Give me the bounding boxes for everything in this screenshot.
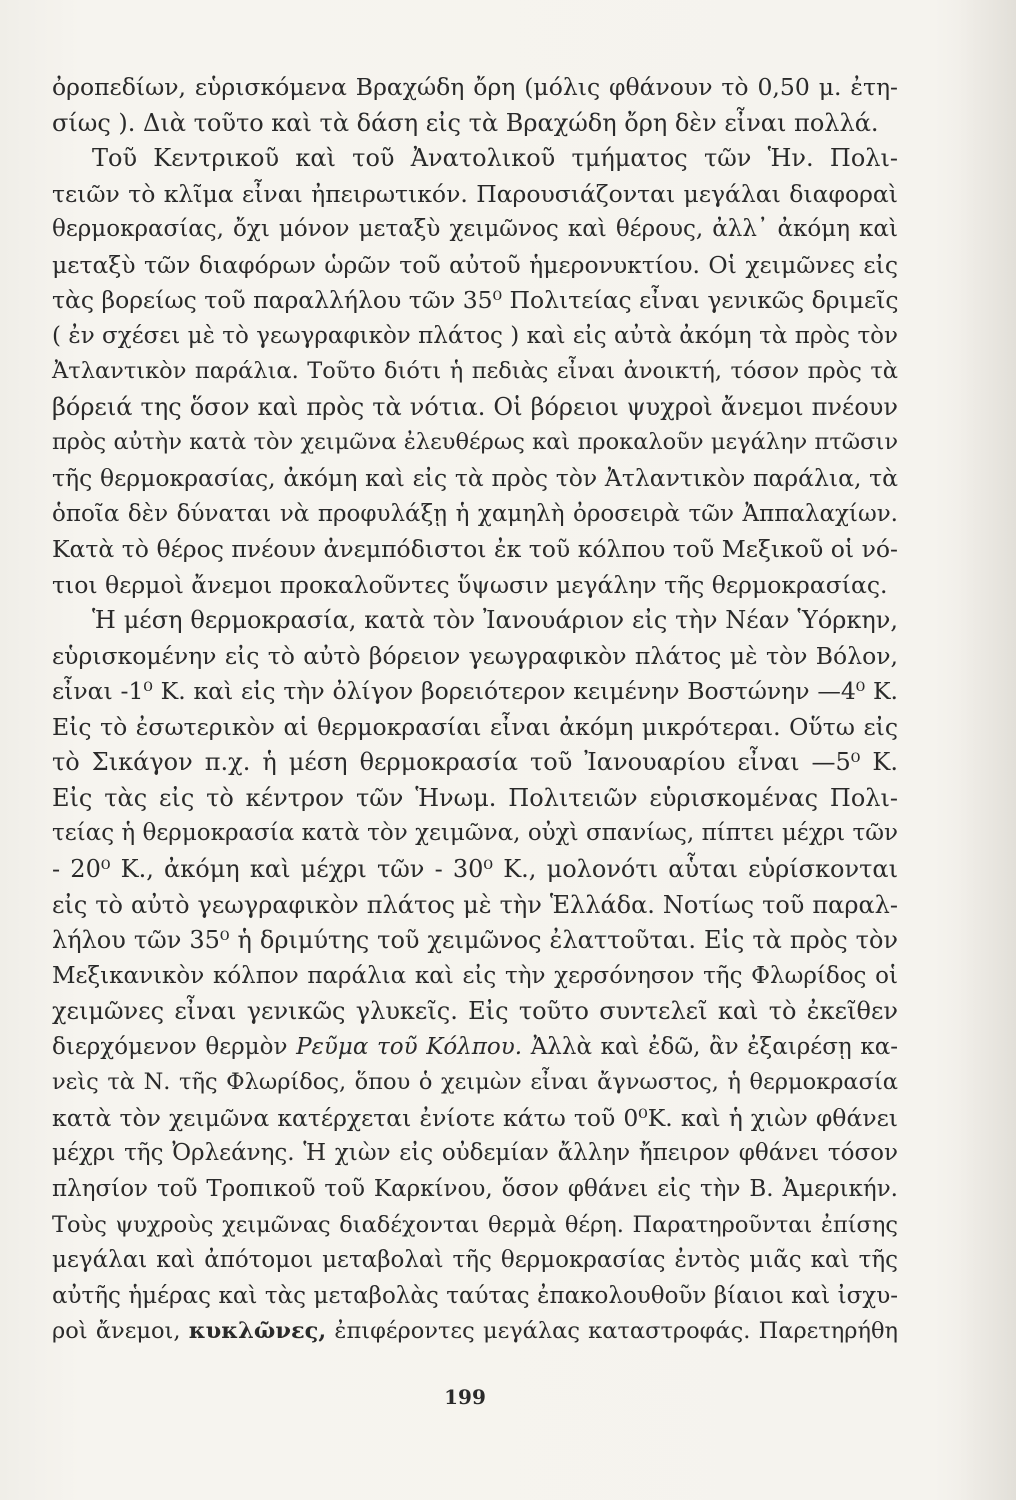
text-line: βόρειά της ὅσον καὶ πρὸς τὰ νότια. Οἱ βόρειοι ψυχροὶ ἄνεμοι πνέουν bbox=[52, 392, 898, 421]
text-line: τὸ Σικάγον π.χ. ἡ μέση θερμοκρασία τοῦ Ἰανουαρίου εἶναι —5⁰ Κ. bbox=[52, 748, 898, 777]
body-text bbox=[52, 70, 898, 1350]
text-line: εἰς τὸ αὐτὸ γεωγραφικὸν πλάτος μὲ τὴν Ἑλλάδα. Νοτίως τοῦ παραλ- bbox=[52, 890, 898, 919]
text-line: Εἰς τὸ ἐσωτερικὸν αἱ θερμοκρασίαι εἶναι ἀκόμη μικρότεραι. Οὕτω εἰς bbox=[52, 712, 898, 741]
text-line: αὐτῆς ἡμέρας καὶ τὰς μεταβολὰς ταύτας ἐπακολουθοῦν βίαιοι καὶ ἰσχυ- bbox=[52, 1282, 898, 1309]
text-line: Τοὺς ψυχροὺς χειμῶνας διαδέχονται θερμὰ θέρη. Παρατηροῦνται ἐπίσης bbox=[52, 1211, 898, 1238]
page-edge-shadow bbox=[956, 0, 1016, 1500]
text-line: ὁποῖα δὲν δύναται νὰ προφυλάξῃ ἡ χαμηλὴ ὀροσειρὰ τῶν Ἀππαλαχίων. bbox=[52, 500, 898, 527]
text-line: εἶναι -1⁰ Κ. καὶ εἰς τὴν ὀλίγον βορειότερον κειμένην Βοστώνην —4⁰ Κ. bbox=[52, 677, 898, 706]
text-line: εὑρισκομένην εἰς τὸ αὐτὸ βόρειον γεωγραφικὸν πλάτος μὲ τὸν Βόλον, bbox=[52, 641, 898, 670]
text-line: μέχρι τῆς Ὀρλεάνης. Ἡ χιὼν εἰς οὐδεμίαν ἄλλην ἤπειρον φθάνει τόσον bbox=[52, 1140, 898, 1167]
text-line: - 20⁰ Κ., ἀκόμη καὶ μέχρι τῶν - 30⁰ Κ., μολονότι αὗται εὑρίσκονται bbox=[52, 855, 898, 884]
text-line: ( ἐν σχέσει μὲ τὸ γεωγραφικὸν πλάτος ) καὶ εἰς αὐτὰ ἀκόμη τὰ πρὸς τὸν bbox=[52, 322, 898, 349]
text-line: πλησίον τοῦ Τροπικοῦ τοῦ Καρκίνου, ὅσον φθάνει εἰς τὴν Β. Ἀμερικήν. bbox=[52, 1175, 898, 1202]
text-line: νεὶς τὰ Ν. τῆς Φλωρίδος, ὅπου ὁ χειμὼν εἶναι ἄγνωστος, ἡ θερμοκρασία bbox=[52, 1069, 898, 1096]
text-line: θερμοκρασίας, ὄχι μόνον μεταξὺ χειμῶνος καὶ θέρους, ἀλλ᾽ ἀκόμη καὶ bbox=[52, 216, 898, 243]
page-number: 199 bbox=[444, 1385, 486, 1409]
text-line: μεγάλαι καὶ ἀπότομοι μεταβολαὶ τῆς θερμοκρασίας ἐντὸς μιᾶς καὶ τῆς bbox=[52, 1247, 898, 1274]
text-line: λήλου τῶν 35⁰ ἡ δριμύτης τοῦ χειμῶνος ἐλαττοῦται. Εἰς τὰ πρὸς τὸν bbox=[52, 926, 898, 955]
text-line: πρὸς αὐτὴν κατὰ τὸν χειμῶνα ἐλευθέρως καὶ προκαλοῦν μεγάλην πτῶσιν bbox=[52, 429, 898, 456]
text-line: τὰς βορείως τοῦ παραλλήλου τῶν 35⁰ Πολιτείας εἶναι γενικῶς δριμεῖς bbox=[52, 286, 899, 315]
text-line: τιοι θερμοὶ ἄνεμοι προκαλοῦντες ὕψωσιν μεγάλην τῆς θερμοκρασίας. bbox=[52, 570, 888, 599]
text-line: τῆς θερμοκρασίας, ἀκόμη καὶ εἰς τὰ πρὸς τὸν Ἀτλαντικὸν παράλια, τὰ bbox=[52, 464, 898, 493]
text-line: ροὶ ἄνεμοι, κυκλῶνες, ἐπιφέροντες μεγάλας καταστροφάς. Παρετηρήθη bbox=[52, 1318, 898, 1345]
text-line: τείας ἡ θερμοκρασία κατὰ τὸν χειμῶνα, οὐχὶ σπανίως, πίπτει μέχρι τῶν bbox=[52, 820, 898, 847]
text-line: διερχόμενον θερμὸν Ρεῦμα τοῦ Κόλπου. Ἀλλὰ καὶ ἐδῶ, ἂν ἐξαιρέσῃ κα- bbox=[52, 1033, 898, 1060]
italic-term: Ρεῦμα τοῦ Κόλπου. bbox=[296, 1033, 523, 1060]
text-line: Μεξικανικὸν κόλπον παράλια καὶ εἰς τὴν χερσόνησον τῆς Φλωρίδος οἱ bbox=[52, 962, 898, 989]
text-line: κατὰ τὸν χειμῶνα κατέρχεται ἐνίοτε κάτω τοῦ 0⁰Κ. καὶ ἡ χιὼν φθάνει bbox=[52, 1103, 898, 1132]
text-line: ὀροπεδίων, εὑρισκόμενα Βραχώδη ὄρη (μόλις φθάνουν τὸ 0,50 μ. ἐτη- bbox=[52, 73, 898, 101]
text-line: Κατὰ τὸ θέρος πνέουν ἀνεμπόδιστοι ἐκ τοῦ κόλπου τοῦ Μεξικοῦ οἱ νό- bbox=[52, 535, 898, 564]
text-line: Ἡ μέση θερμοκρασία, κατὰ τὸν Ἰανουάριον εἰς τὴν Νέαν Ὑόρκην, bbox=[92, 606, 898, 635]
text-line: Τοῦ Κεντρικοῦ καὶ τοῦ Ἀνατολικοῦ τμήματος τῶν Ἡν. Πολι- bbox=[92, 144, 898, 173]
text-line: σίως ). Διὰ τοῦτο καὶ τὰ δάση εἰς τὰ Βραχώδη ὄρη δὲν εἶναι πολλά. bbox=[52, 108, 879, 137]
text-line: χειμῶνες εἶναι γενικῶς γλυκεῖς. Εἰς τοῦτο συντελεῖ καὶ τὸ ἐκεῖθεν bbox=[52, 997, 898, 1026]
text-line: μεταξὺ τῶν διαφόρων ὡρῶν τοῦ αὐτοῦ ἡμερονυκτίου. Οἱ χειμῶνες εἰς bbox=[52, 250, 898, 279]
bold-term: κυκλῶνες, bbox=[188, 1318, 327, 1345]
text-line: Εἰς τὰς εἰς τὸ κέντρον τῶν Ἡνωμ. Πολιτειῶν εὑρισκομένας Πολι- bbox=[52, 783, 898, 812]
text-line: τειῶν τὸ κλῖμα εἶναι ἠπειρωτικόν. Παρουσιάζονται μεγάλαι διαφοραὶ bbox=[52, 179, 898, 208]
text-line: Ἀτλαντικὸν παράλια. Τοῦτο διότι ἡ πεδιὰς εἶναι ἀνοικτή, τόσον πρὸς τὰ bbox=[52, 358, 898, 385]
